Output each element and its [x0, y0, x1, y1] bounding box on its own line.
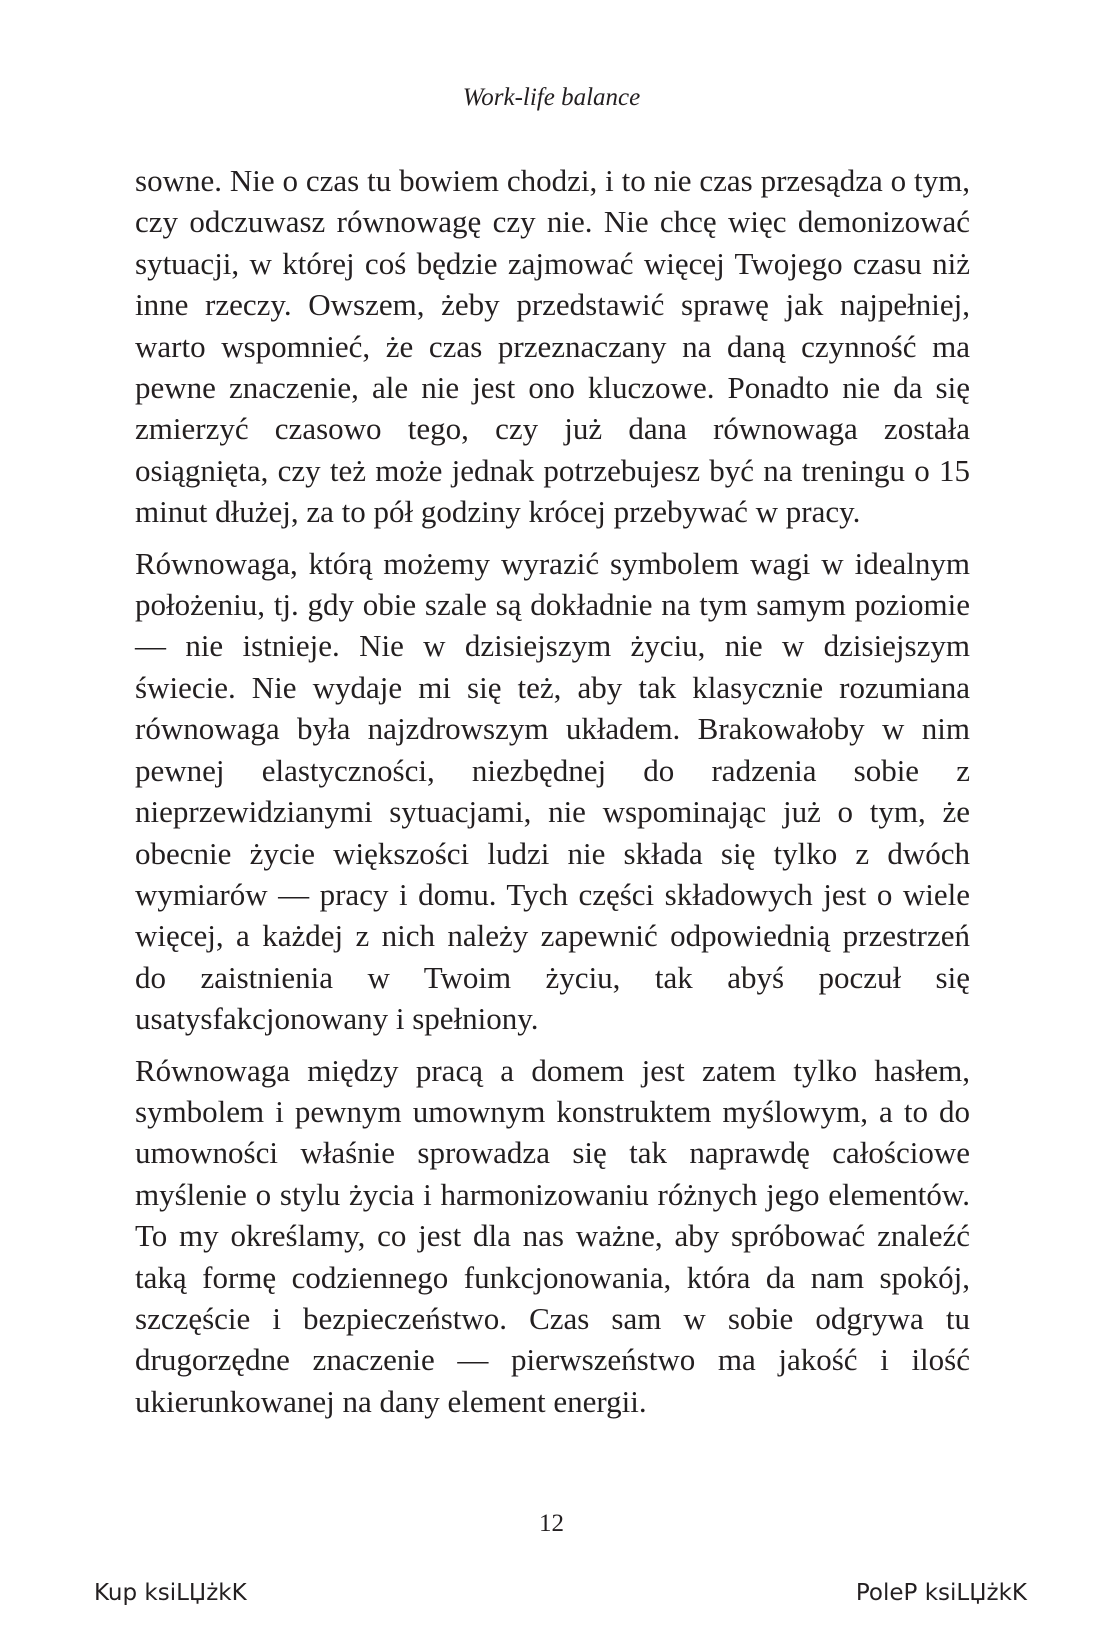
paragraph-2: Równowaga, którą możemy wyrazić symbolem wagi w idealnym położeniu, tj. gdy obie szale są dokładnie na tym samym poziomie — nie istnieje. Nie w dzisiejszym życiu, nie w dzisiejszym świecie. Nie wydaje mi się też, aby tak klasycznie rozumiana równowaga była najzdrowszym układem. Brakowałoby w nim pewnej elastyczności, niezbędnej do radzenia sobie z nieprzewidzianymi sytuacjami, nie wspominając już o tym, że obecnie życie większości ludzi nie składa się tylko z dwóch wymiarów — pracy i domu. Tych części składowych jest o wiele więcej, a każdej z nich należy zapewnić odpowiednią przestrzeń do zaistnienia w Twoim życiu, tak abyś poczuł się usatysfakcjonowany i spełniony.: [135, 545, 970, 1037]
paragraph-3: Równowaga między pracą a domem jest zatem tylko hasłem, symbolem i pewnym umownym konstruktem myślowym, a to do umowności właśnie sprowadza się tak naprawdę całościowe myślenie o stylu życia i harmonizowaniu różnych jego elementów. To my określamy, co jest dla nas ważne, aby spróbować znaleźć taką formę codziennego funkcjonowania, która da nam spokój, szczęście i bezpieczeństwo. Czas sam w sobie odgrywa tu drugorzędne znaczenie — pierwszeństwo ma jakość i ilość ukierunkowanej na dany element energii.: [135, 1052, 970, 1419]
body-text: [135, 160, 970, 1432]
paragraph-1: sowne. Nie o czas tu bowiem chodzi, i to nie czas przesądza o tym, czy odczuwasz równowagę czy nie. Nie chcę więc demonizować sytuacji, w której coś będzie zajmować więcej Twojego czasu niż inne rzeczy. Owszem, żeby przedstawić sprawę jak najpełniej, warto wspomnieć, że czas przeznaczany na daną czynność ma pewne znaczenie, ale nie jest ono kluczowe. Ponadto nie da się zmierzyć czasowo tego, czy już dana równowaga została osiągnięta, czy też może jednak potrzebujesz być na treningu o 15 minut dłużej, za to pół godziny krócej przebywać w pracy.: [135, 163, 970, 530]
recommend-book-link[interactable]: PoleP ksiLЏżkK: [855, 1580, 1027, 1606]
running-header: Work-life balance: [462, 84, 641, 111]
buy-book-link[interactable]: Kup ksiLЏżkK: [94, 1580, 247, 1606]
page-number: 12: [539, 1510, 564, 1537]
